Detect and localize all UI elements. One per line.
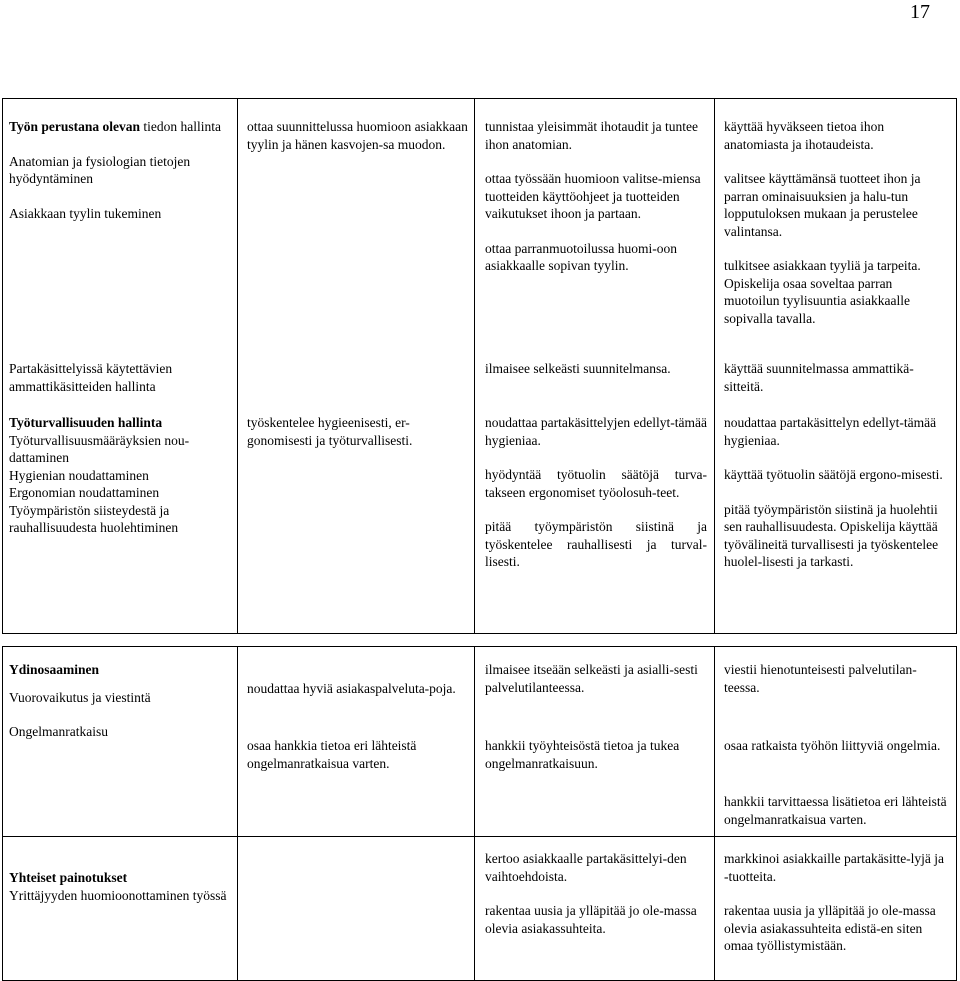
row1-heading: Työn perustana olevan tiedon hallinta — [9, 119, 222, 134]
row3-col1: Työturvallisuuden hallinta Työturvallisuusmääräyksien nou-dattaminen Hygienian noudattaminen Ergonomian noudattaminen Työympäristön siisteydestä ja rauhallisuudesta huolehtiminen — [9, 414, 231, 537]
row4-col4-a: viestii hienotunteisesti palvelutilan-teessa. — [724, 662, 917, 695]
table-right-border — [956, 98, 957, 634]
row1-col1 — [9, 118, 231, 222]
row2-col4: käyttää suunnitelmassa ammattikä-sitteitä. — [724, 361, 914, 394]
row4-col4-c: hankkii tarvittaessa lisätietoa eri lähteistä ongelmanratkaisua varten. — [724, 794, 947, 827]
table-left-border — [2, 98, 3, 634]
col-divider-3 — [714, 98, 715, 634]
col-divider-2 — [474, 98, 475, 634]
table2-col-divider-1 — [237, 646, 238, 981]
row3-col2: työskentelee hygieenisesti, er-gonomisesti ja työturvallisesti. — [247, 415, 413, 448]
row4-col2-b: osaa hankkia tietoa eri lähteistä ongelmanratkaisua varten. — [247, 738, 417, 771]
row1-col4: käyttää hyväkseen tietoa ihon anatomiasta ja ihotaudeista. valitsee käyttämänsä tuotteet ihon ja parran ominaisuuksien ja halu-tun lopputuloksen mukaan ja perustelee valintansa. tulkitsee asiakkaan tyyliä ja tarpeita. Opiskelija osaa soveltaa parran muotoilun tyylisuuntia asiakkaalle sopivalla tavalla. — [724, 119, 921, 326]
row3-heading: Työturvallisuuden hallinta — [9, 415, 163, 430]
row5-col4: markkinoi asiakkaille partakäsitte-lyjä ja -tuotteita. rakentaa uusia ja ylläpitää jo ole-massa olevia asiakassuhteita edistä-en siten omaa työllistymistään. — [724, 851, 945, 953]
table-bottom-border — [2, 633, 957, 634]
table2-col-divider-3 — [714, 646, 715, 981]
row3-col4: noudattaa partakäsittelyn edellyt-tämää hygieniaa. käyttää työtuolin säätöjä ergono-misesti. pitää työympäristön siistinä ja huolehtii sen rauhallisuudesta. Opiskelija käyttää työvälineitä turvallisesti ja työskentelee huolel-lisesti ja tarkasti. — [724, 415, 943, 569]
row1-col3: tunnistaa yleisimmät ihotaudit ja tuntee ihon anatomian. ottaa työssään huomioon valitse-miensa tuotteiden käyttöohjeet ja tuotteiden vaikutukset ihoon ja partaan. ottaa parranmuotoilussa huomi-oon asiakkaalle sopivan tyylin. — [485, 119, 701, 273]
row2-col1: Partakäsittelyissä käytettävien ammattikäsitteiden hallinta — [9, 361, 173, 394]
row5-col1: Yhteiset painotukset Yrittäjyyden huomioonottaminen työssä — [9, 869, 231, 904]
row5-col3: kertoo asiakkaalle partakäsittelyi-den vaihtoehdoista. rakentaa uusia ja ylläpitää jo ole-massa olevia asiakassuhteita. — [485, 851, 697, 936]
page-number: 17 — [910, 1, 930, 23]
table2-top-border — [2, 646, 957, 647]
row2-col3: ilmaisee selkeästi suunnitelmansa. — [485, 361, 671, 376]
table2-row-divider — [2, 836, 957, 837]
row5-heading: Yhteiset painotukset — [9, 870, 128, 885]
table2-right-border — [956, 646, 957, 981]
row4-col1: Ydinosaaminen Vuorovaikutus ja viestintä Ongelmanratkaisu — [9, 661, 231, 741]
row4-col3-a: ilmaisee itseään selkeästi ja asialli-sesti palvelutilanteessa. — [485, 662, 698, 695]
row3-col3: noudattaa partakäsittelyjen edellyt-tämää hygieniaa. hyödyntää työtuolin säätöjä turva-takseen ergonomiset työolosuh-teet. pitää työympäristön siistinä ja työskentelee rauhallisesti ja turval-lisesti. — [485, 415, 707, 569]
row4-col3-b: hankkii työyhteisöstä tietoa ja tukea ongelmanratkaisuun. — [485, 738, 680, 771]
row1-col2: ottaa suunnittelussa huomioon asiakkaan tyylin ja hänen kasvojen-sa muodon. — [247, 119, 468, 152]
table-top-border — [2, 98, 957, 99]
row1-item-anatomy: Anatomian ja fysiologian tietojen hyödyntäminen — [9, 153, 191, 186]
table2-left-border — [2, 646, 3, 981]
col-divider-1 — [237, 98, 238, 634]
table2-col-divider-2 — [474, 646, 475, 981]
row4-col2-a: noudattaa hyviä asiakaspalveluta-poja. — [247, 681, 456, 696]
row1-item-style: Asiakkaan tyylin tukeminen — [9, 205, 162, 221]
row4-col4-b: osaa ratkaista työhön liittyviä ongelmia. — [724, 738, 941, 753]
row4-heading: Ydinosaaminen — [9, 662, 100, 677]
